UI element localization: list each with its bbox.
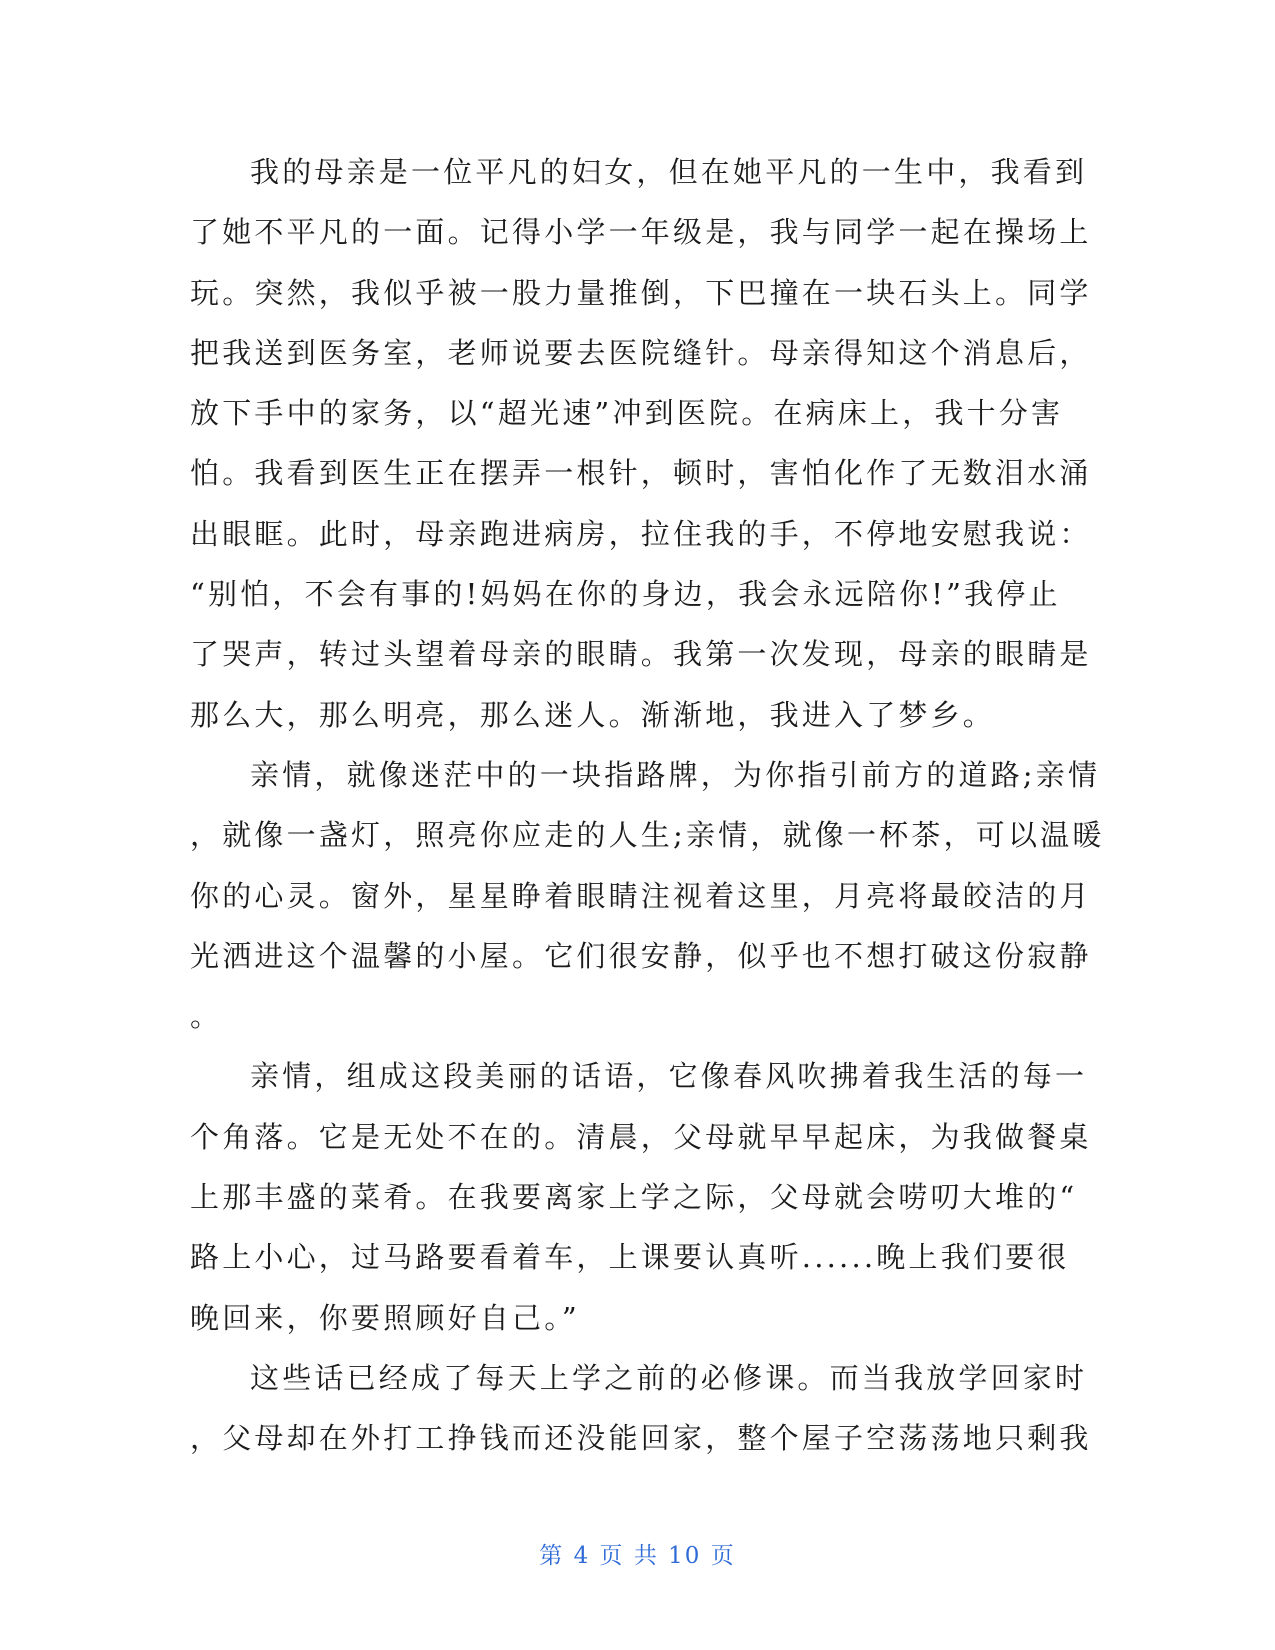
paragraph: [190, 745, 1105, 1046]
text-line: 那么大，那么明亮，那么迷人。渐渐地，我进入了梦乡。: [190, 697, 996, 732]
text-line: 。: [190, 999, 223, 1034]
text-line: 路上小心，过马路要看着车，上课要认真听......晚上我们要很: [190, 1240, 1070, 1275]
text-line: 这些话已经成了每天上学之前的必修课。而当我放学回家时: [250, 1360, 1088, 1395]
paragraph: [190, 1348, 1092, 1469]
text-line: 晚回来，你要照顾好自己。”: [190, 1300, 580, 1335]
text-line: 出眼眶。此时，母亲跑进病房，拉住我的手，不停地安慰我说：: [190, 516, 1092, 551]
text-line: 亲情，就像迷茫中的一块指路牌，为你指引前方的道路;亲情: [250, 757, 1101, 792]
paragraph: [190, 142, 1092, 745]
text-line: 亲情，组成这段美丽的话语，它像春风吹拂着我生活的每一: [250, 1059, 1088, 1094]
paragraph: [190, 1046, 1092, 1347]
document-body: [190, 142, 1105, 1469]
text-line: 上那丰盛的菜肴。在我要离家上学之际，父母就会唠叨大堆的“: [190, 1180, 1078, 1215]
text-line: 我的母亲是一位平凡的妇女，但在她平凡的一生中，我看到: [250, 155, 1088, 189]
text-line: 把我送到医务室，老师说要去医院缝针。母亲得知这个消息后，: [190, 335, 1092, 370]
text-line: 怕。我看到医生正在摆弄一根针，顿时，害怕化作了无数泪水涌: [190, 456, 1092, 491]
text-line: 你的心灵。窗外，星星睁着眼睛注视着这里，月亮将最皎洁的月: [190, 878, 1092, 913]
page-number-footer: 第 4 页 共 10 页: [539, 1543, 736, 1569]
text-line: 放下手中的家务，以“超光速”冲到医院。在病床上，我十分害: [190, 396, 1064, 431]
text-line: 了她不平凡的一面。记得小学一年级是，我与同学一起在操场上: [190, 215, 1092, 250]
text-line: ，父母却在外打工挣钱而还没能回家，整个屋子空荡荡地只剩我: [190, 1421, 1092, 1456]
text-line: 了哭声，转过头望着母亲的眼睛。我第一次发现，母亲的眼睛是: [190, 637, 1092, 672]
text-line: “别怕，不会有事的!妈妈在你的身边，我会永远陪你!”我停止: [190, 577, 1061, 612]
text-line: 光洒进这个温馨的小屋。它们很安静，似乎也不想打破这份寂静: [190, 938, 1092, 973]
text-line: 玩。突然，我似乎被一股力量推倒，下巴撞在一块石头上。同学: [190, 275, 1092, 310]
text-line: 个角落。它是无处不在的。清晨，父母就早早起床，为我做餐桌: [190, 1119, 1092, 1154]
text-line: ，就像一盏灯，照亮你应走的人生;亲情，就像一杯茶，可以温暖: [190, 818, 1105, 853]
